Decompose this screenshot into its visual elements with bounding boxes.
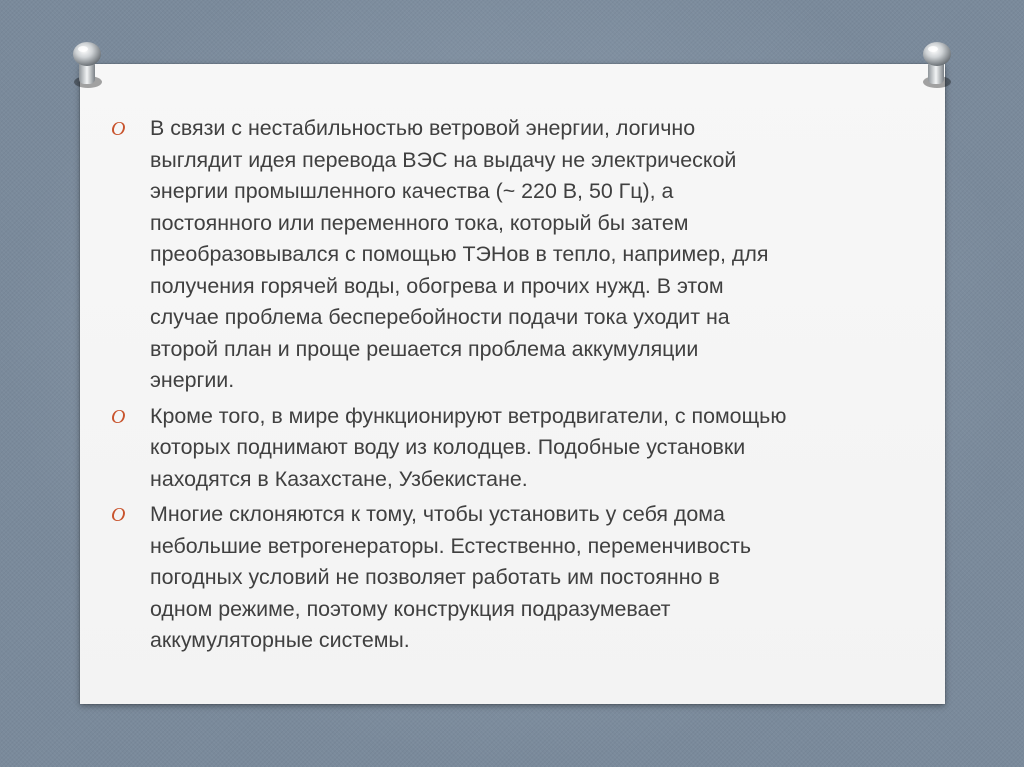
- bullet-text: В связи с нестабильностью ветровой энергии, логично выглядит идея перевода ВЭС на выдачу не электрической энергии промышленного качества (~ 220 В, 50 Гц), а постоянного или переменного тока, который бы затем преобразовывался с помощью ТЭНов в тепло, например, для получения горячей воды, обогрева и прочих нужд. В этом случае проблема бесперебойности подачи тока уходит на второй план и проще решается проблема аккумуляции энергии.: [150, 116, 769, 392]
- bullet-item: [107, 499, 907, 657]
- bullet-marker-icon: O: [111, 504, 126, 526]
- pushpin-icon: [915, 38, 959, 92]
- bullet-item: [107, 113, 907, 397]
- bullet-text: Кроме того, в мире функционируют ветродвигатели, с помощью которых поднимают воду из колодцев. Подобные установки находятся в Казахстане, Узбекистане.: [150, 403, 787, 491]
- bullet-marker-icon: O: [111, 118, 126, 140]
- pushpin-icon: [64, 38, 108, 92]
- bullet-item: [107, 401, 907, 496]
- bullet-text: Многие склоняются к тому, чтобы установить у себя дома небольшие ветрогенераторы. Естественно, переменчивость погодных условий не позволяет работать им постоянно в одном режиме, поэтому конструкция подразумевает аккумуляторные системы.: [150, 502, 752, 652]
- bullet-marker-icon: O: [111, 405, 126, 428]
- slide-body: [107, 113, 907, 661]
